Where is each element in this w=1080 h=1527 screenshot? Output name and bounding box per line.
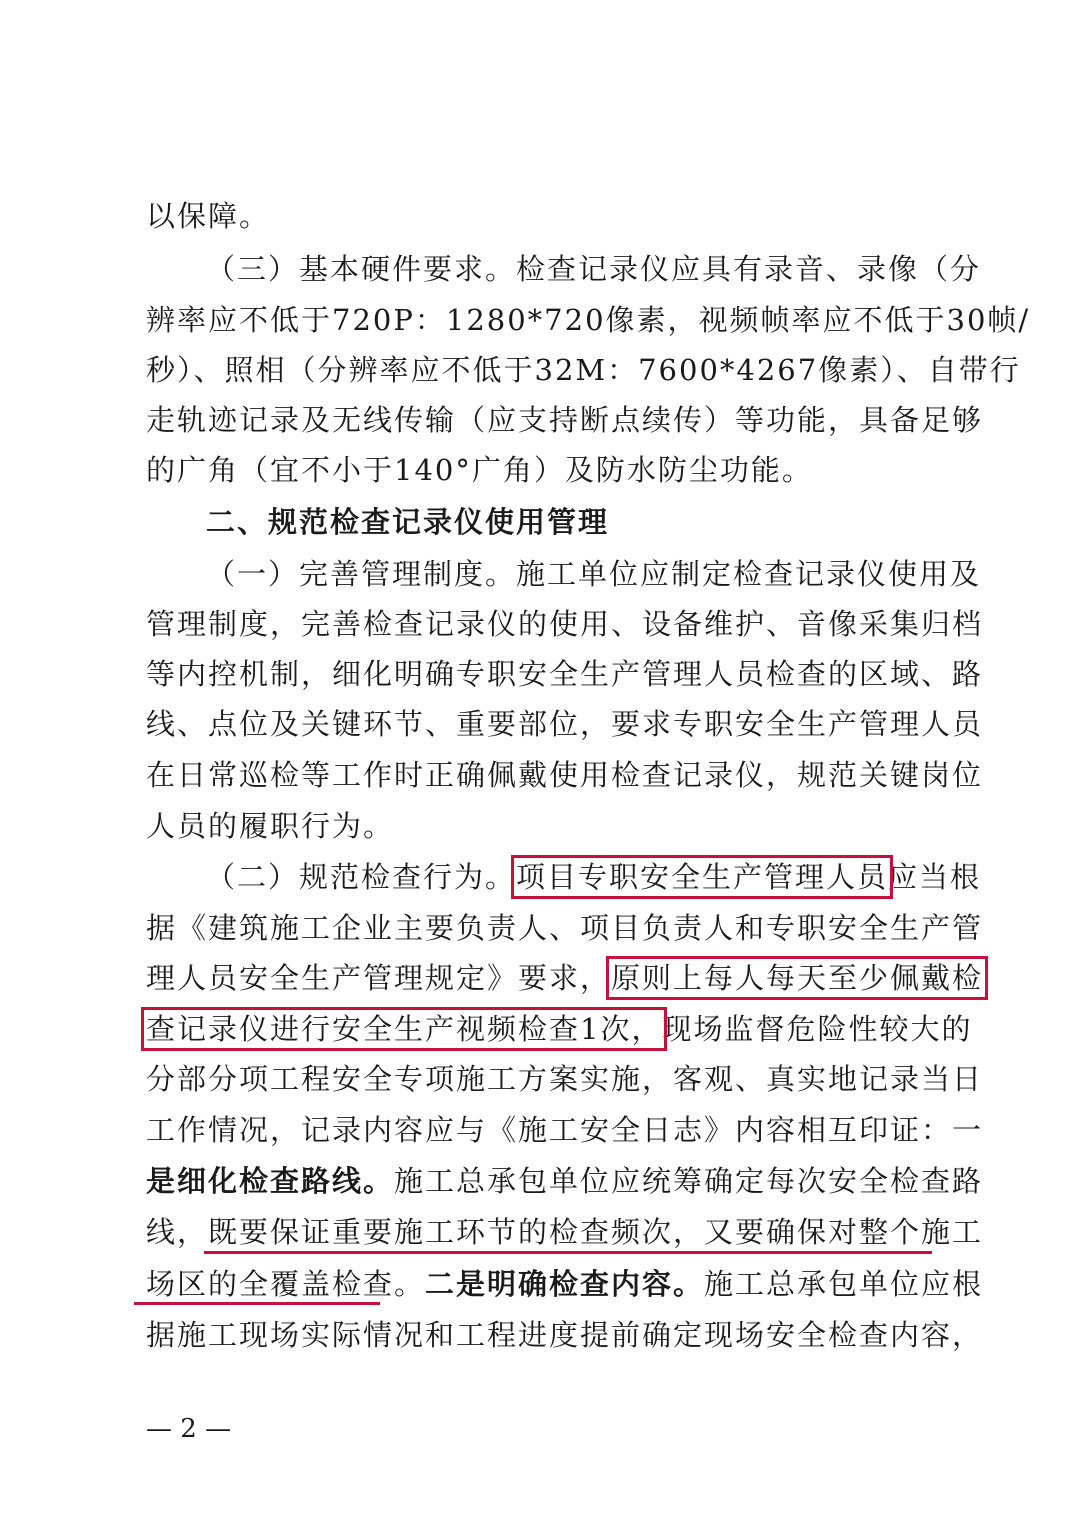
text-line: 辨率应不低于720P：1280*720像素，视频帧率应不低于30帧/: [146, 303, 1031, 337]
text-line: 据《建筑施工企业主要负责人、项目负责人和专职安全生产管: [146, 911, 984, 945]
underlined-text: 既要保证重要施工环节的检查频次，又要确保对整个施工: [208, 1215, 984, 1249]
underlined-text: 场区的全覆盖检查: [146, 1267, 395, 1301]
text-line: 管理制度，完善检查记录仪的使用、设备维护、音像采集归档: [146, 607, 984, 641]
text-line: 以保障。: [146, 199, 271, 233]
text-span: 。: [394, 1267, 426, 1301]
highlight-box: 项目专职安全生产管理人员: [516, 860, 889, 894]
text-line: （一）完善管理制度。施工单位应制定检查记录仪使用及: [206, 557, 982, 591]
text-line: 分部分项工程安全专项施工方案实施，客观、真实地记录当日: [146, 1062, 984, 1096]
text-line: 的广角（宜不小于140°广角）及防水防尘功能。: [146, 453, 813, 487]
underline-annotation: [204, 1251, 932, 1254]
section-heading: 二、规范检查记录仪使用管理: [206, 505, 610, 539]
text-span: （二）规范检查行为。: [206, 860, 517, 894]
highlight-box: 原则上每人每天至少佩戴检: [611, 961, 984, 995]
text-line: [146, 958, 983, 998]
text-line: [206, 857, 981, 897]
text-line: 等内控机制，细化明确专职安全生产管理人员检查的区域、路: [146, 657, 984, 691]
page-number: — 2 —: [146, 1414, 232, 1444]
text-span: 现场监督危险性较大的: [662, 1012, 973, 1046]
bold-text: 二是明确检查内容。: [425, 1267, 705, 1301]
text-line: 据施工现场实际情况和工程进度提前确定现场安全检查内容，: [146, 1318, 984, 1352]
text-line: [146, 1161, 983, 1201]
text-line: [146, 1212, 983, 1252]
bold-text: 是细化检查路线。: [146, 1164, 395, 1198]
text-span: 施工总承包单位应根: [704, 1267, 984, 1301]
text-line: （三）基本硬件要求。检查记录仪应具有录音、录像（分: [206, 252, 982, 286]
highlight-box: 查记录仪进行安全生产视频检查1次，: [146, 1012, 663, 1046]
text-span: 线，: [146, 1215, 209, 1249]
text-line: 线、点位及关键环节、重要部位，要求专职安全生产管理人员: [146, 707, 984, 741]
text-span: 施工总承包单位应统筹确定每次安全检查路: [394, 1164, 984, 1198]
text-span: 应当根: [888, 860, 982, 894]
text-line: 在日常巡检等工作时正确佩戴使用检查记录仪，规范关键岗位: [146, 758, 984, 792]
text-line: [146, 1009, 972, 1049]
text-line: 人员的履职行为。: [146, 809, 395, 843]
text-line: 秒）、照相（分辨率应不低于32M：7600*4267像素）、自带行: [146, 353, 1021, 387]
text-line: 走轨迹记录及无线传输（应支持断点续传）等功能，具备足够: [146, 403, 984, 437]
text-line: [146, 1264, 983, 1304]
text-line: 工作情况，记录内容应与《施工安全日志》内容相互印证：一: [146, 1113, 984, 1147]
text-span: 理人员安全生产管理规定》要求，: [146, 961, 612, 995]
underline-annotation: [134, 1302, 380, 1305]
